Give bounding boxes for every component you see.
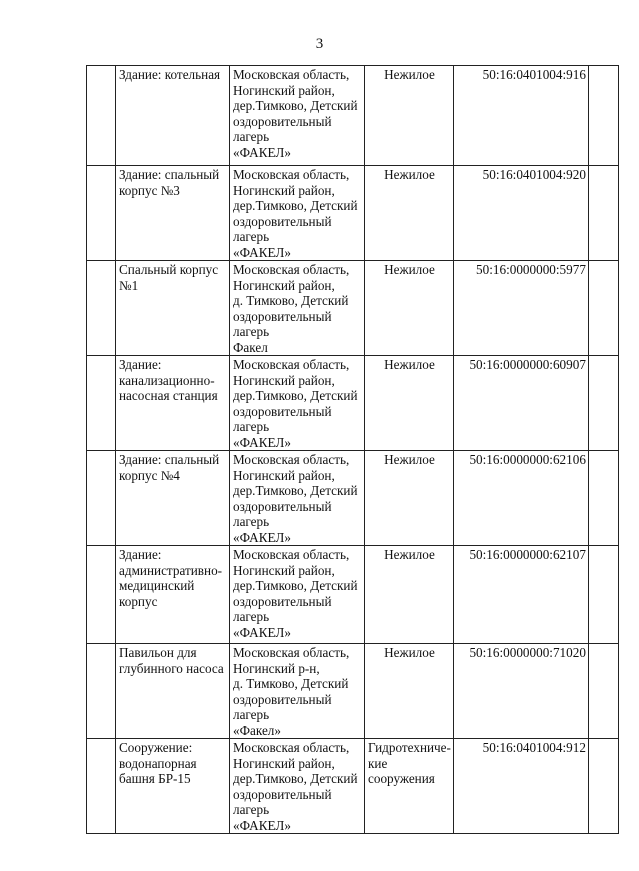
purpose-cell: Нежилое — [365, 451, 454, 546]
table-row — [87, 739, 619, 834]
index-cell — [87, 356, 116, 451]
extra-cell — [588, 166, 618, 261]
object-name-cell: Здание: канализационно- насосная станция — [116, 356, 230, 451]
purpose-cell: Нежилое — [365, 356, 454, 451]
table-row — [87, 644, 619, 739]
address-cell: Московская область, Ногинский район, дер.Тимково, Детский оздоровительный лагерь «ФАКЕЛ» — [230, 739, 365, 834]
purpose-cell: Нежилое — [365, 644, 454, 739]
address-cell: Московская область, Ногинский район, дер.Тимково, Детский оздоровительный лагерь «ФАКЕЛ» — [230, 166, 365, 261]
cadastral-number-cell: 50:16:0000000:71020 — [453, 644, 588, 739]
address-cell: Московская область, Ногинский район, д. Тимково, Детский оздоровительный лагерь Факел — [230, 261, 365, 356]
object-name-cell: Здание: котельная — [116, 66, 230, 166]
table-row — [87, 451, 619, 546]
index-cell — [87, 66, 116, 166]
address-cell: Московская область, Ногинский район, дер.Тимково, Детский оздоровительный лагерь «ФАКЕЛ» — [230, 546, 365, 644]
purpose-cell: Нежилое — [365, 66, 454, 166]
address-cell: Московская область, Ногинский р-н, д. Тимково, Детский оздоровительный лагерь «Факел» — [230, 644, 365, 739]
cadastral-number-cell: 50:16:0401004:920 — [453, 166, 588, 261]
extra-cell — [588, 356, 618, 451]
object-name-cell: Спальный корпус №1 — [116, 261, 230, 356]
index-cell — [87, 261, 116, 356]
cadastral-number-cell: 50:16:0000000:62107 — [453, 546, 588, 644]
index-cell — [87, 166, 116, 261]
page-number: 3 — [315, 36, 324, 52]
table-row — [87, 166, 619, 261]
extra-cell — [588, 739, 618, 834]
table-row — [87, 66, 619, 166]
object-name-cell: Сооружение: водонапорная башня БР-15 — [116, 739, 230, 834]
cadastral-number-cell: 50:16:0000000:60907 — [453, 356, 588, 451]
extra-cell — [588, 644, 618, 739]
object-name-cell: Павильон для глубинного насоса — [116, 644, 230, 739]
object-name-cell: Здание: спальный корпус №3 — [116, 166, 230, 261]
extra-cell — [588, 261, 618, 356]
cadastral-number-cell: 50:16:0401004:912 — [453, 739, 588, 834]
table-row — [87, 356, 619, 451]
index-cell — [87, 644, 116, 739]
purpose-cell: Гидротехниче- кие сооружения — [365, 739, 454, 834]
index-cell — [87, 546, 116, 644]
address-cell: Московская область, Ногинский район, дер.Тимково, Детский оздоровительный лагерь «ФАКЕЛ» — [230, 356, 365, 451]
object-name-cell: Здание: административно- медицинский корпус — [116, 546, 230, 644]
purpose-cell: Нежилое — [365, 261, 454, 356]
index-cell — [87, 451, 116, 546]
extra-cell — [588, 66, 618, 166]
cadastral-number-cell: 50:16:0000000:5977 — [453, 261, 588, 356]
table-row — [87, 546, 619, 644]
address-cell: Московская область, Ногинский район, дер.Тимково, Детский оздоровительный лагерь «ФАКЕЛ» — [230, 66, 365, 166]
address-cell: Московская область, Ногинский район, дер.Тимково, Детский оздоровительный лагерь «ФАКЕЛ» — [230, 451, 365, 546]
cadastral-number-cell: 50:16:0000000:62106 — [453, 451, 588, 546]
extra-cell — [588, 546, 618, 644]
extra-cell — [588, 451, 618, 546]
cadastral-number-cell: 50:16:0401004:916 — [453, 66, 588, 166]
purpose-cell: Нежилое — [365, 546, 454, 644]
index-cell — [87, 739, 116, 834]
property-table — [86, 65, 619, 834]
object-name-cell: Здание: спальный корпус №4 — [116, 451, 230, 546]
table-row — [87, 261, 619, 356]
purpose-cell: Нежилое — [365, 166, 454, 261]
